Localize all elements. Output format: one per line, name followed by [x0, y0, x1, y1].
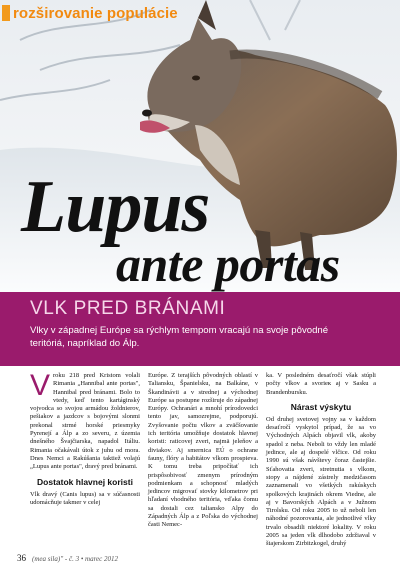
lead-paragraph: Vlky v západnej Európe sa rýchlym tempom vracajú na svoje pôvodné teritóriá, napríklad do Álp.	[30, 325, 329, 349]
paragraph: Vlk dravý (Canis lupus) sa v súčasnosti udomácňuje takmer v celej	[30, 490, 140, 506]
paragraph: Od druhej svetovej vojny sa v každom desaťročí vyskytol prípad, že sa vo Východných Alpách objavil vlk, akoby spadol z neba. Neboli to vždy len mladé jedince, ale aj dospelé vlčice. Od roku 1990 sú však návštevy čoraz častejšie. Sťahovatia zveri, stretnutia s vlkom, stopy a nájdené zástrely medzičasom zaznamenali vo všetkých rakúskych spolkových krajinách okrem Viedne, ale aj v Bavorských Alpách a v Južnom Tirolsku. Od roku 2005 to už neboli len náhodné pozorovania, ale jednotlivé vlky trvalo obsadili niektoré lokality. V roku 2005 sa jeden vlk dlhodobo zdržiaval v štajerskom Zirbitzkogel, druhý	[266, 415, 376, 548]
article-body	[0, 369, 400, 550]
section-kicker	[0, 4, 178, 22]
column-3	[266, 372, 376, 549]
page-number: 36	[17, 553, 26, 563]
headline-line-1: Lupus	[21, 166, 210, 248]
kicker-accent-bar	[2, 5, 10, 21]
paragraph: Európe. Z terajších pôvodných oblastí v Taliansku, Španielsku, na Balkáne, v Škandinávii a v strednej a východnej Európe sa postupne rozširuje do západnej Európy. Ochranári a mnohí prírodovedci tento jav, samozrejme, podporujú. Zvyšovanie počtu vlkov a zväčšovanie ich teritória umožňuje dostatok hlavnej koristi: raticovej zveri, najmä jeleňov a diviakov. Aj smernica EÚ o ochrane fauny, flóry a habitátov vlkom prospieva. K tomu treba pripočítať ich prispôsobivosť zmenym prírodným podmienkam a schopnosť mladých jedincov migrovať stovky kilometrov pri hľadaní vhodného teritória, vďaka čomu sa dostali cez taliansko Alpy do Západných Álp a z Poľska do východnej časti Nemec-	[148, 372, 258, 529]
section-heading: Nárast výskytu	[290, 401, 352, 412]
column-2	[148, 372, 258, 530]
drop-cap: V	[30, 369, 51, 402]
page-footer	[17, 553, 118, 563]
paragraph	[30, 369, 140, 472]
kicker-label: rozširovanie populácie	[13, 4, 178, 22]
paragraph-text: roku 218 pred Kristom volali Rimania „Hannibal ante portas", Hannibal pred bránami. Bolo to vtedy, keď tento kartáginský vojvodca so svojou armádou žoldnierov, pešiakov a jazdcov s bojovými slonmi prekonal strmé horské priesmyky Pyrenejí a Álp a zo severu, z územia dnešného Švajčiarska, napadol Itáliu. Rimania očakávali útok z juhu od mora. Dnes Nemci a Rakúšania taktiež volajú „Lupus ante portas", dravý pred bránami.	[30, 372, 140, 471]
column-1	[30, 369, 140, 507]
section-heading: Dostatok hlavnej koristi	[37, 476, 133, 487]
magazine-credit: (mea sila)" - č. 3 • marec 2012	[32, 555, 118, 563]
subheading: VLK PRED BRÁNAMI	[30, 298, 226, 319]
headline-line-2: ante portas	[116, 236, 340, 292]
paragraph: ka. V posledném desaťročí však stúpli počty vlkov a svorieк aj v Sasku a Brandenbursku.	[266, 372, 376, 396]
